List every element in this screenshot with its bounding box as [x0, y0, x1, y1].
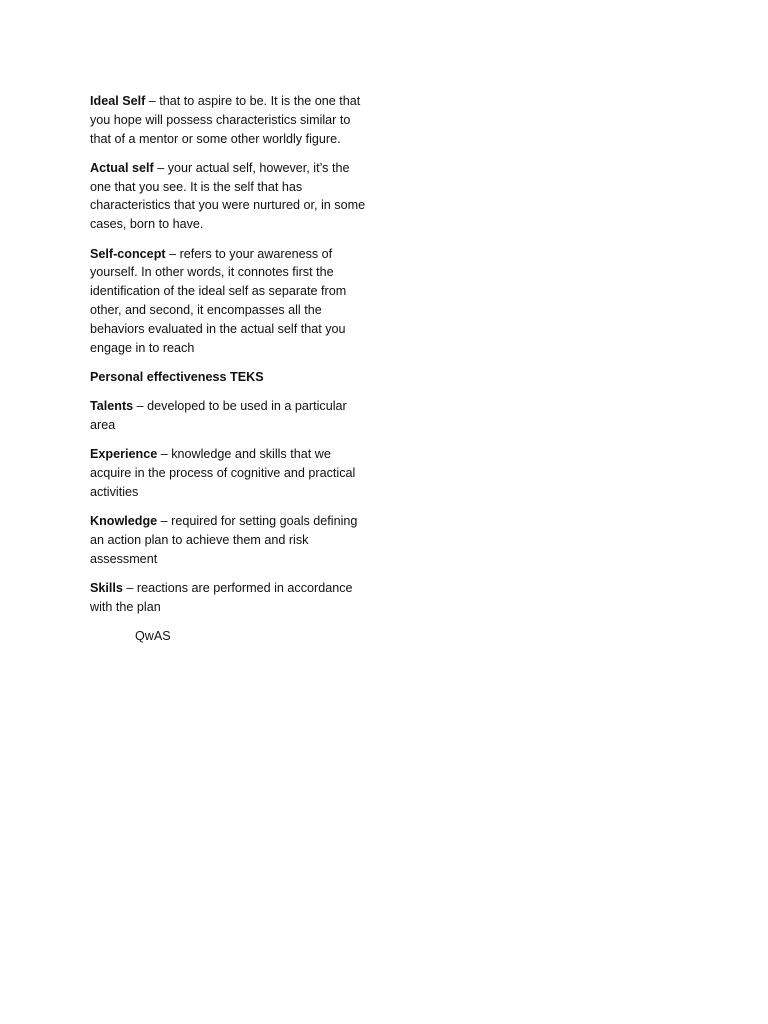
definition-text: – developed to be used in a particular area	[90, 399, 347, 432]
definition-term: Actual self	[90, 160, 154, 175]
document-page	[90, 92, 368, 646]
footer-text: QwAS	[135, 629, 171, 644]
definition-term: Experience	[90, 447, 158, 462]
definition-text: – that to aspire to be. It is the one that you hope will possess characteristics similar to that of a mentor or some other worldly figure.	[90, 94, 361, 146]
definition-term: Ideal Self	[90, 94, 146, 108]
definition-text: – refers to your awareness of yourself. In other words, it connotes first the identification of the ideal self as separate from other, and second, it encompasses all the behaviors evaluated in the actual self that you engage in to reach	[90, 246, 347, 355]
definition-skills	[90, 579, 368, 617]
definition-experience	[90, 445, 368, 501]
definition-text: – knowledge and skills that we acquire in the process of cognitive and practical activities	[90, 447, 356, 499]
section-heading: Personal effectiveness TEKS	[90, 369, 264, 384]
definition-actual-self	[90, 159, 368, 234]
definition-term: Skills	[90, 581, 123, 596]
definition-ideal-self	[90, 92, 368, 148]
definition-term: Self-concept	[90, 246, 166, 261]
definition-self-concept	[90, 245, 368, 358]
definition-text: – required for setting goals defining an action plan to achieve them and risk assessment	[90, 514, 358, 566]
definition-text: – your actual self, however, it’s the one that you see. It is the self that has characteristics that you were nurtured or, in some cases, born to have.	[90, 160, 366, 232]
definition-term: Talents	[90, 399, 134, 414]
definition-text: – reactions are performed in accordance with the plan	[90, 581, 353, 614]
definition-talents	[90, 397, 368, 435]
definition-knowledge	[90, 512, 368, 568]
definition-term: Knowledge	[90, 514, 158, 529]
